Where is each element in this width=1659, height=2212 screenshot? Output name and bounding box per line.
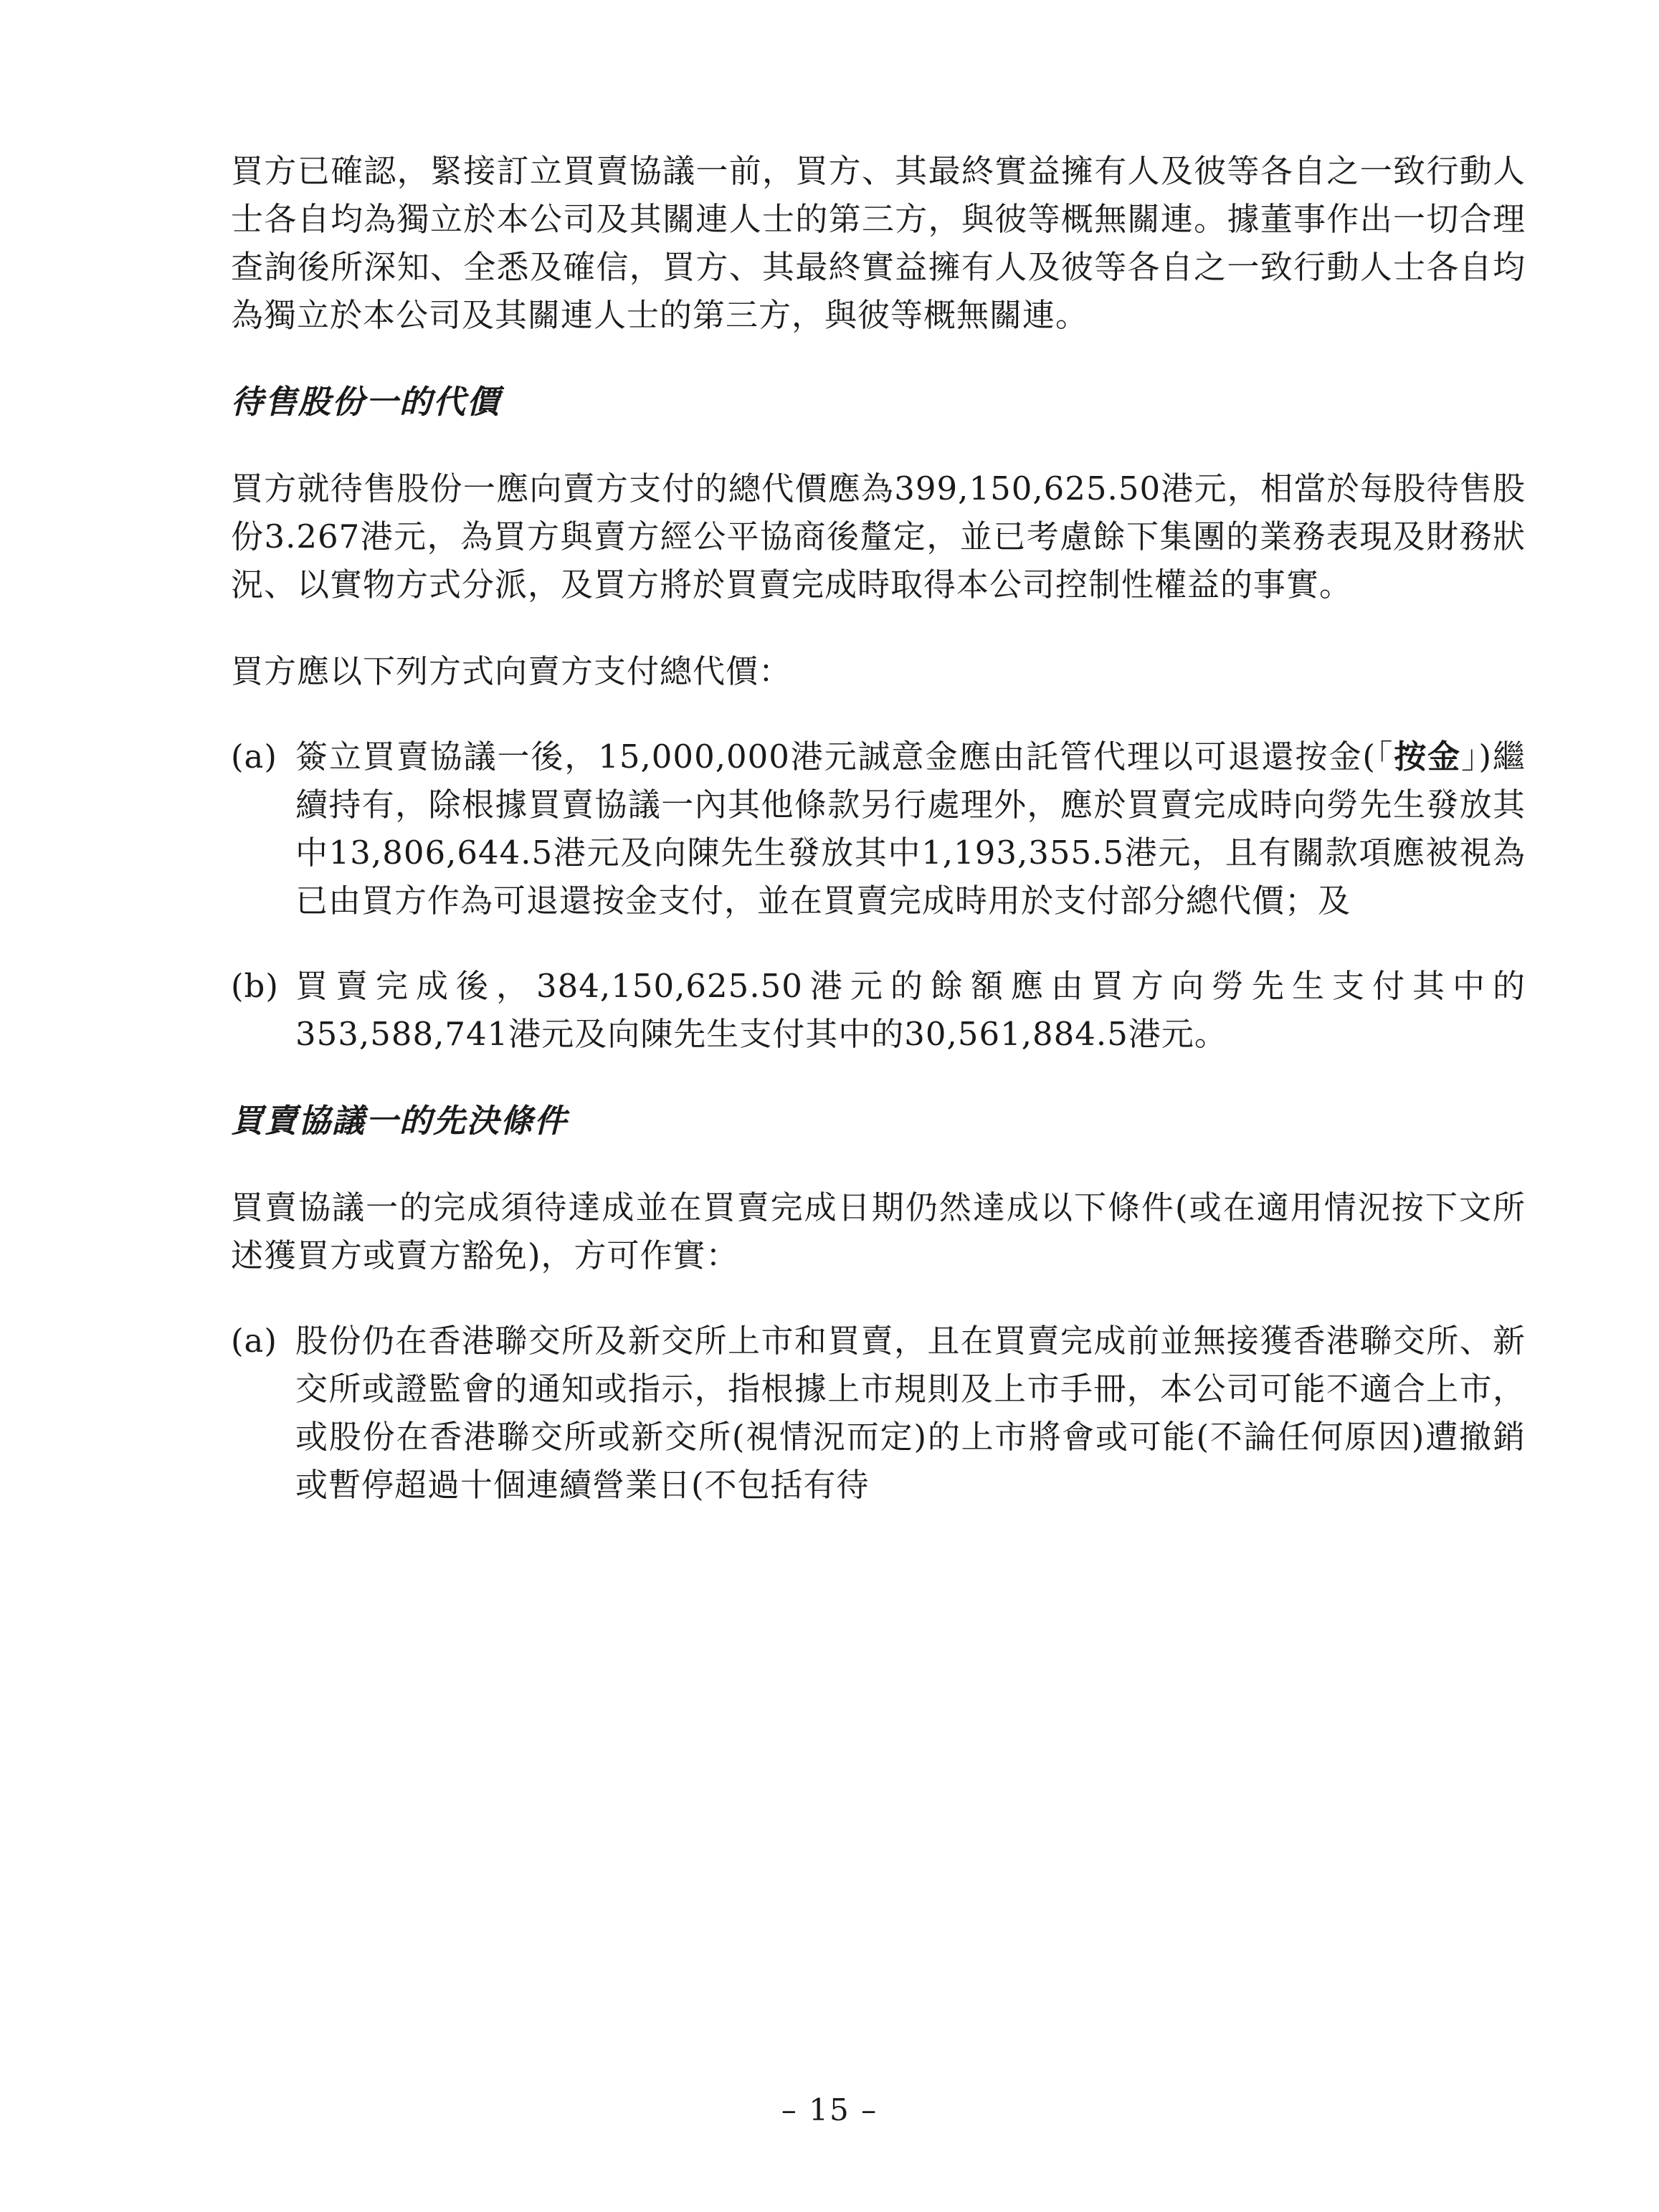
list-marker: (a)	[231, 738, 277, 776]
payment-intro-paragraph: 買方應以下列方式向賣方支付總代價：	[231, 652, 792, 690]
list-marker: (b)	[231, 967, 279, 1005]
document-page	[231, 147, 1526, 1509]
condition-item-a	[231, 1317, 1526, 1509]
payment-item-text-before: 簽立買賣協議一後，15,000,000港元誠意金應由託管代理以可退還按金(「	[295, 738, 1394, 776]
conditions-heading: 買賣協議一的先決條件	[231, 1102, 569, 1140]
consideration-paragraph: 買方就待售股份一應向賣方支付的總代價應為399,150,625.50港元，相當於每股待售股份3.267港元，為買方與賣方經公平協商後釐定，並已考慮餘下集團的業務表現及財務狀況、以實物方式分派，及買方將於買賣完成時取得本公司控制性權益的事實。	[231, 469, 1526, 604]
list-marker: (a)	[231, 1322, 277, 1360]
conditions-paragraph: 買賣協議一的完成須待達成並在買賣完成日期仍然達成以下條件(或在適用情況按下文所述獲買方或賣方豁免)，方可作實：	[231, 1188, 1526, 1274]
consideration-heading: 待售股份一的代價	[231, 383, 501, 421]
defined-term-deposit: 按金	[1394, 738, 1462, 776]
intro-paragraph: 買方已確認，緊接訂立買賣協議一前，買方、其最終實益擁有人及彼等各自之一致行動人士各自均為獨立於本公司及其關連人士的第三方，與彼等概無關連。據董事作出一切合理查詢後所深知、全悉及確信，買方、其最終實益擁有人及彼等各自之一致行動人士各自均為獨立於本公司及其關連人士的第三方，與彼等概無關連。	[231, 152, 1526, 334]
payment-item-a	[231, 733, 1526, 925]
page-number: – 15 –	[781, 2092, 878, 2127]
condition-item-text: 股份仍在香港聯交所及新交所上市和買賣，且在買賣完成前並無接獲香港聯交所、新交所或證監會的通知或指示，指根據上市規則及上市手冊，本公司可能不適合上市，或股份在香港聯交所或新交所(視情況而定)的上市將會或可能(不論任何原因)遭撤銷或暫停超過十個連續營業日(不包括有待	[295, 1322, 1526, 1504]
payment-item-text: 買賣完成後，384,150,625.50港元的餘額應由買方向勞先生支付其中的353,588,741港元及向陳先生支付其中的30,561,884.5港元。	[295, 967, 1526, 1053]
payment-item-text-after: 」)繼續持有，除根據買賣協議一內其他條款另行處理外，應於買賣完成時向勞先生發放其中13,806,644.5港元及向陳先生發放其中1,193,355.5港元，且有關款項應被視為已由買方作為可退還按金支付，並在買賣完成時用於支付部分總代價；及	[295, 738, 1526, 920]
payment-item-b	[231, 962, 1526, 1058]
